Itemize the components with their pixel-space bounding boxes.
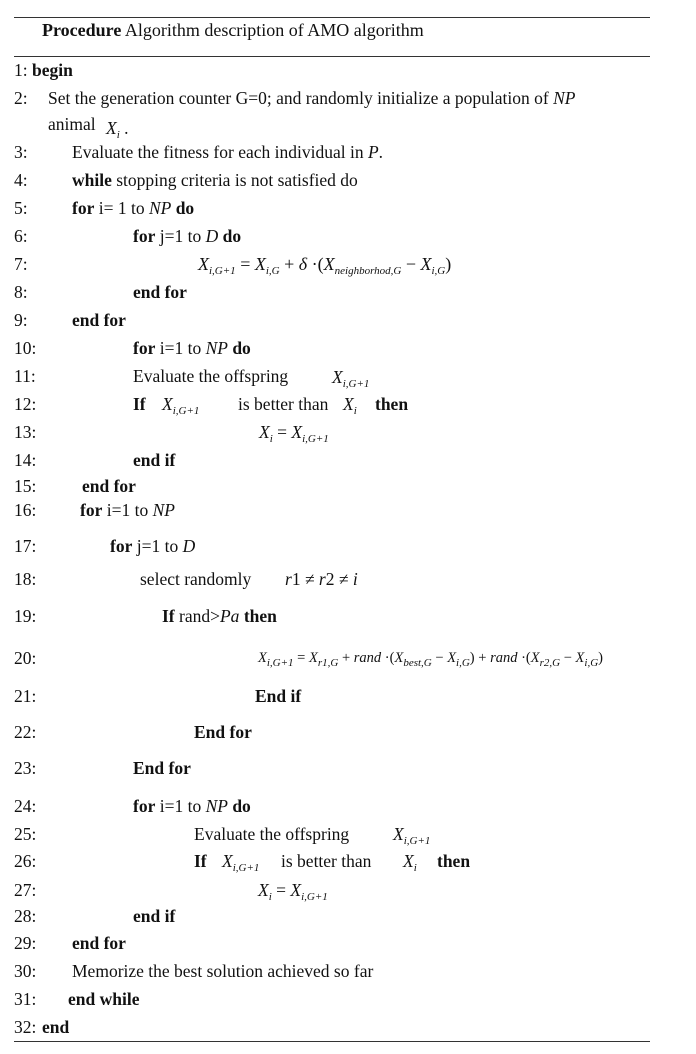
line-text: i= 1 to bbox=[94, 198, 149, 218]
keyword: end if bbox=[133, 906, 176, 926]
algorithm-line bbox=[48, 88, 575, 108]
line-text: rand> bbox=[174, 606, 220, 626]
line-26-better: is better than bbox=[281, 851, 372, 871]
line-text: i=1 to bbox=[155, 796, 206, 816]
line-number: 2: bbox=[14, 88, 28, 108]
line-number: 27: bbox=[14, 880, 37, 900]
algorithm-line bbox=[82, 476, 136, 496]
line-text: . bbox=[378, 142, 384, 162]
algorithm-line bbox=[42, 1017, 69, 1037]
line-number: 15: bbox=[14, 476, 37, 496]
line-number: 24: bbox=[14, 796, 37, 816]
line-number: 13: bbox=[14, 422, 37, 442]
line-text: i=1 to bbox=[102, 500, 153, 520]
algorithm-line bbox=[68, 989, 139, 1009]
formula-line-20: $X_{i,G+1} = X_{r1,G}$ + rand $\cdot(X_{best,G} - X_{i,G})$ + rand $\cdot(X_{r2,G} - X_{i,G})$ bbox=[258, 650, 603, 669]
line-number: 12: bbox=[14, 394, 37, 414]
caption-text: Algorithm description of AMO algorithm bbox=[124, 20, 424, 40]
line-number: 23: bbox=[14, 758, 37, 778]
line-number: 16: bbox=[14, 500, 37, 520]
keyword: for bbox=[80, 500, 103, 520]
line-number: 1: bbox=[14, 60, 28, 80]
algorithm-line bbox=[133, 796, 251, 816]
line-number: 18: bbox=[14, 569, 37, 589]
keyword: If bbox=[133, 394, 146, 414]
math-symbol: NP bbox=[553, 88, 576, 108]
keyword: for bbox=[133, 338, 156, 358]
keyword: end if bbox=[133, 450, 176, 470]
line-number: 22: bbox=[14, 722, 37, 742]
keyword: End for bbox=[194, 722, 252, 742]
keyword: do bbox=[218, 226, 242, 246]
caption-rule bbox=[14, 56, 650, 57]
formula-line-18: r1 ≠ r2 ≠ i bbox=[285, 569, 358, 589]
algorithm-line bbox=[72, 142, 383, 162]
top-rule bbox=[14, 17, 650, 18]
algorithm-line bbox=[162, 606, 277, 626]
keyword: for bbox=[110, 536, 133, 556]
formula-line-12-b: $X_i$ bbox=[343, 394, 357, 417]
algorithm-line bbox=[72, 198, 194, 218]
algorithm-line bbox=[133, 450, 175, 470]
line-number: 9: bbox=[14, 310, 28, 330]
line-number: 8: bbox=[14, 282, 28, 302]
algorithm-line bbox=[72, 933, 126, 953]
line-number: 25: bbox=[14, 824, 37, 844]
line-text: Evaluate the offspring bbox=[194, 824, 350, 844]
line-text: stopping criteria is not satisfied do bbox=[111, 170, 358, 190]
keyword: If bbox=[162, 606, 175, 626]
algorithm-line bbox=[133, 282, 187, 302]
keyword: end for bbox=[82, 476, 136, 496]
keyword: end for bbox=[133, 282, 187, 302]
line-text: Evaluate the fitness for each individual in bbox=[72, 142, 368, 162]
line-text: select randomly bbox=[140, 569, 252, 589]
line-number: 26: bbox=[14, 851, 37, 871]
line-text: i=1 to bbox=[155, 338, 206, 358]
keyword: for bbox=[133, 796, 156, 816]
algorithm-line bbox=[72, 310, 126, 330]
algorithm-line bbox=[80, 500, 175, 520]
keyword: end for bbox=[72, 933, 126, 953]
procedure-caption bbox=[42, 20, 424, 41]
line-number: 30: bbox=[14, 961, 37, 981]
algorithm-line bbox=[255, 686, 301, 706]
line-text: j=1 to bbox=[132, 536, 183, 556]
formula-line-7: $X_{i,G+1} = X_{i,G} + \delta \cdot(X_{neighborhod,G} - X_{i,G})$ bbox=[198, 254, 452, 277]
keyword: do bbox=[171, 198, 195, 218]
line-number: 4: bbox=[14, 170, 28, 190]
keyword: do bbox=[227, 338, 251, 358]
keyword: If bbox=[194, 851, 207, 871]
algorithm-line bbox=[72, 961, 373, 981]
algorithm-line bbox=[133, 906, 175, 926]
keyword: end bbox=[42, 1017, 70, 1037]
formula-line-26-a: $X_{i,G+1}$ bbox=[222, 851, 260, 874]
math-symbol: P bbox=[367, 142, 379, 162]
line-text: j=1 to bbox=[155, 226, 206, 246]
keyword: then bbox=[239, 606, 277, 626]
keyword: end while bbox=[68, 989, 140, 1009]
line-12-then: then bbox=[375, 394, 409, 414]
algorithm-line bbox=[133, 758, 191, 778]
keyword: for bbox=[72, 198, 95, 218]
line-number: 17: bbox=[14, 536, 37, 556]
line-number: 6: bbox=[14, 226, 28, 246]
keyword: while bbox=[72, 170, 112, 190]
caption-label: Procedure bbox=[42, 20, 122, 40]
algorithm-line bbox=[133, 366, 288, 386]
line-number: 19: bbox=[14, 606, 37, 626]
algorithm-line bbox=[48, 114, 96, 134]
formula-line-25: $X_{i,G+1}$ bbox=[393, 824, 431, 847]
formula-line-12-a: $X_{i,G+1}$ bbox=[162, 394, 200, 417]
line-number: 29: bbox=[14, 933, 37, 953]
formula-line-26-b: $X_i$ bbox=[403, 851, 417, 874]
algorithm-line bbox=[133, 338, 251, 358]
algorithm-line bbox=[72, 170, 358, 190]
algorithm-line bbox=[194, 722, 252, 742]
line-text: animal bbox=[48, 114, 96, 134]
algorithm-line bbox=[32, 60, 73, 80]
keyword: End if bbox=[255, 686, 302, 706]
math-symbol: NP bbox=[152, 500, 175, 520]
line-number: 10: bbox=[14, 338, 37, 358]
algorithm-line bbox=[110, 536, 195, 556]
math-symbol: NP bbox=[205, 796, 228, 816]
math-symbol: NP bbox=[148, 198, 172, 218]
formula-line-2-animal: $X_i$ . bbox=[106, 118, 129, 141]
algorithm-line bbox=[140, 569, 251, 589]
line-text: Set the generation counter G=0; and randomly initialize a population of bbox=[48, 88, 554, 108]
algorithm-line bbox=[133, 226, 241, 246]
line-number: 31: bbox=[14, 989, 37, 1009]
math-symbol: NP bbox=[205, 338, 228, 358]
line-number: 21: bbox=[14, 686, 37, 706]
math-symbol: D bbox=[182, 536, 196, 556]
algorithm-line bbox=[133, 394, 146, 414]
formula-line-11: $X_{i,G+1}$ bbox=[332, 367, 370, 390]
bottom-rule bbox=[14, 1041, 650, 1042]
algorithm-line bbox=[194, 851, 207, 871]
line-number: 20: bbox=[14, 648, 37, 668]
line-number: 14: bbox=[14, 450, 37, 470]
keyword: for bbox=[133, 226, 156, 246]
formula-line-27: $X_i = X_{i,G+1}$ bbox=[258, 880, 328, 903]
line-number: 32: bbox=[14, 1017, 37, 1037]
line-text: Memorize the best solution achieved so far bbox=[72, 961, 374, 981]
formula-line-13: $X_i = X_{i,G+1}$ bbox=[259, 422, 329, 445]
line-number: 5: bbox=[14, 198, 28, 218]
keyword: end for bbox=[72, 310, 126, 330]
line-12-better: is better than bbox=[238, 394, 329, 414]
algorithm-line bbox=[194, 824, 349, 844]
line-number: 28: bbox=[14, 906, 37, 926]
line-number: 11: bbox=[14, 366, 36, 386]
line-number: 3: bbox=[14, 142, 28, 162]
math-symbol: Pa bbox=[219, 606, 240, 626]
line-text: Evaluate the offspring bbox=[133, 366, 289, 386]
line-26-then: then bbox=[437, 851, 471, 871]
line-number: 7: bbox=[14, 254, 28, 274]
math-symbol: D bbox=[205, 226, 219, 246]
keyword: End for bbox=[133, 758, 191, 778]
keyword: do bbox=[227, 796, 251, 816]
keyword: begin bbox=[32, 60, 73, 80]
